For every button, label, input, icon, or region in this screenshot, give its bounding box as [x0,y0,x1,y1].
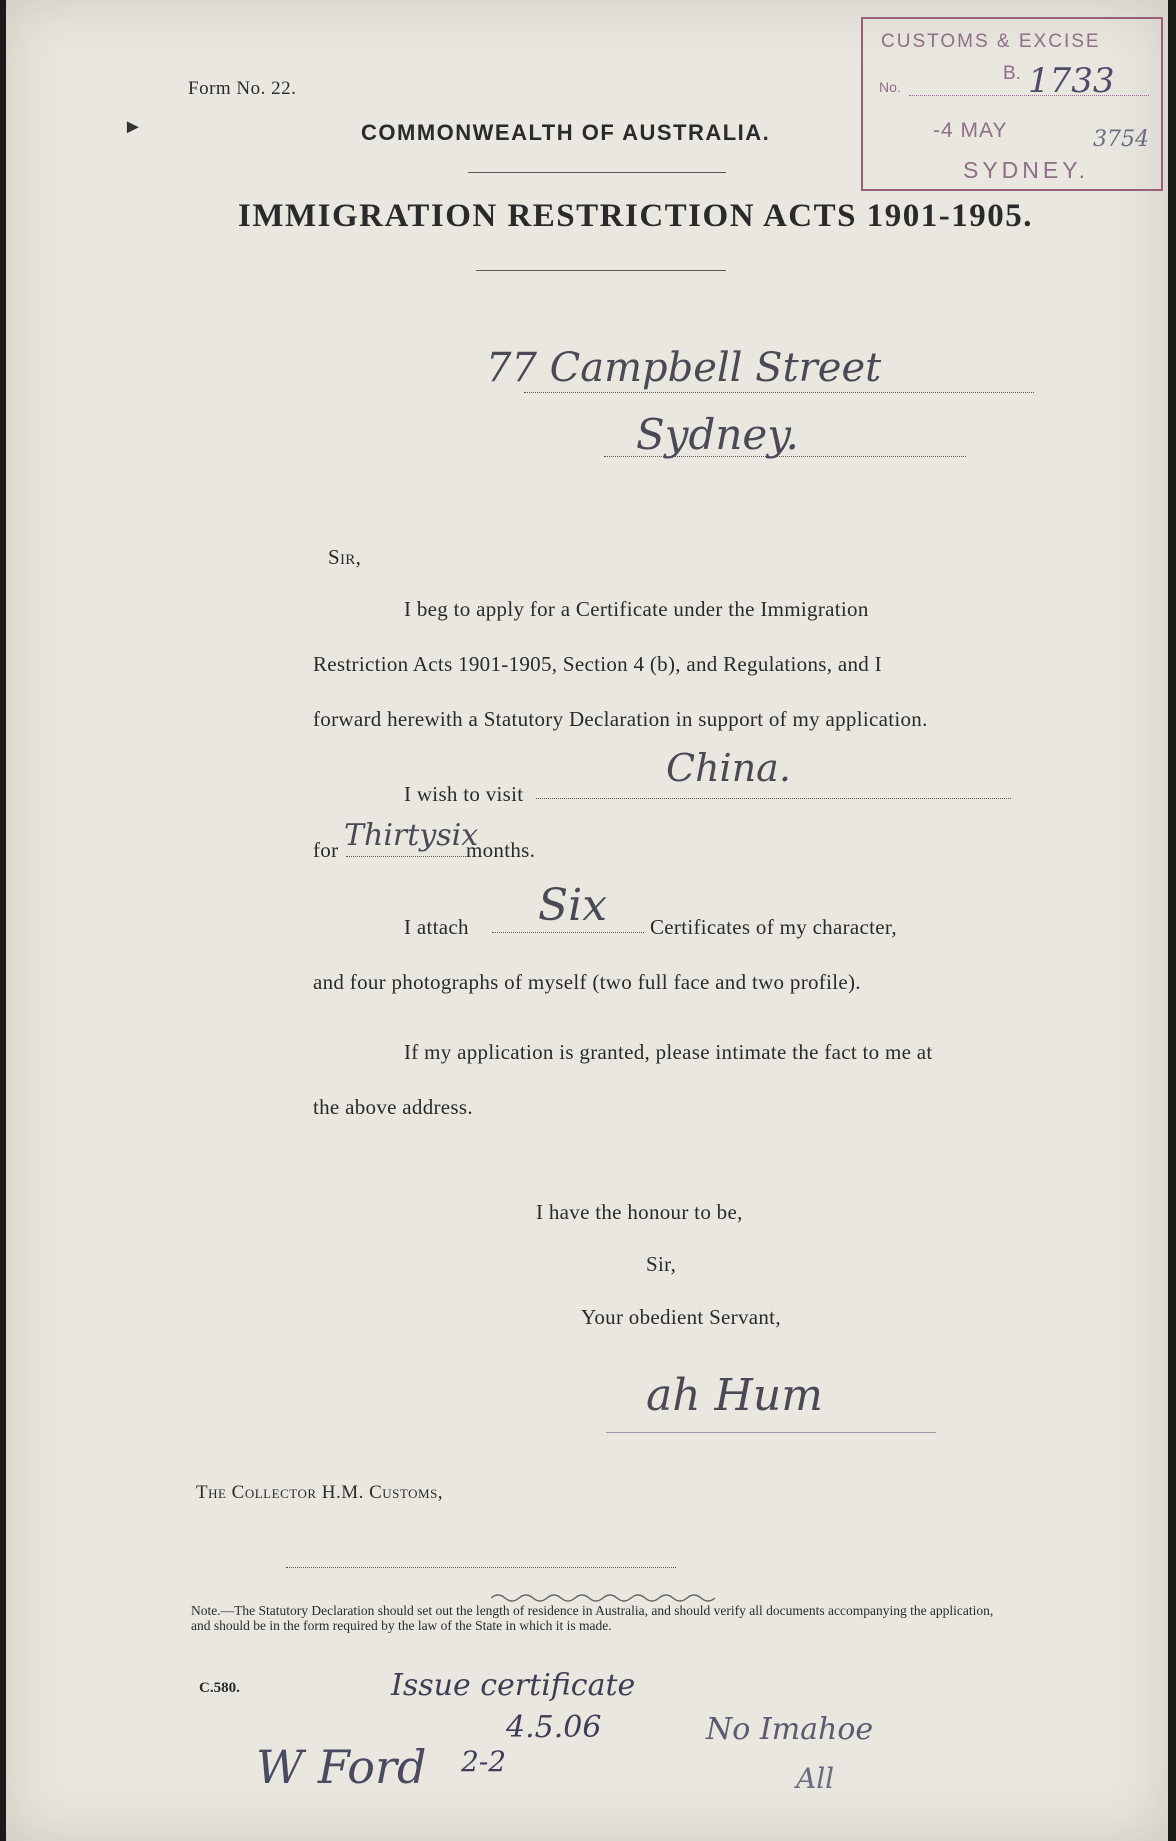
initials-mark: 2-2 [461,1745,507,1778]
divider [476,270,726,271]
granted-line: the above address. [313,1095,473,1119]
attach-label: I attach [404,915,469,939]
address-dotted-line [524,392,1034,393]
country-heading: COMMONWEALTH OF AUSTRALIA. [361,120,771,145]
duration-dotted-line [346,856,466,857]
closing-line: Your obedient Servant, [581,1305,781,1329]
stamp-date: -4 MAY [933,119,1008,142]
closing-line: I have the honour to be, [536,1200,743,1224]
granted-line: If my application is granted, please intimate the fact to me at [404,1040,933,1064]
initials-date: 4.5.06 [506,1710,602,1745]
addressee-dotted-line [286,1567,676,1568]
attach-count: Six [538,880,608,931]
issue-annotation: Issue certificate [391,1668,636,1703]
visit-label: I wish to visit [404,782,524,806]
certificates-label: Certificates of my character, [650,915,897,939]
closing-line: Sir, [646,1252,677,1276]
right-initials: All [796,1762,835,1795]
stamp-header: CUSTOMS & EXCISE [881,31,1101,52]
stamp-no-label: No. [879,79,901,95]
customs-stamp [861,17,1163,191]
paragraph-line: forward herewith a Statutory Declaration in support of my application. [313,707,928,731]
stamp-city: SYDNEY. [963,157,1090,183]
form-number: Form No. 22. [188,78,297,99]
divider [468,172,726,173]
stamp-number: 1733 [1028,61,1115,101]
visit-dotted-line [536,798,1011,799]
paragraph-line: Restriction Acts 1901-1905, Section 4 (b), and Regulations, and I [313,652,882,676]
duration-value: Thirtysix [344,818,479,853]
paragraph-line: I beg to apply for a Certificate under the Immigration [404,597,869,621]
document-page [6,0,1168,1841]
months-label: months. [466,838,536,862]
form-code: C.580. [199,1680,240,1696]
stamp-handwritten-number: 3754 [1093,127,1149,152]
signature-line [606,1432,936,1433]
address-line-2: Sydney. [636,410,799,459]
for-label: for [313,838,339,862]
address-dotted-line [604,456,966,457]
right-annotation: No Imahoe [706,1712,874,1747]
ink-mark: ► [123,116,143,138]
signoff-signature: W Ford [256,1740,427,1794]
footer-note: Note.—The Statutory Declaration should set out the length of residence in Australia, and should verify all documents accompanying the application, and should be in the form required by the law of the State in which it is made. [191,1603,994,1633]
address-line-1: 77 Campbell Street [486,345,882,391]
visit-destination: China. [666,746,791,790]
page-title: IMMIGRATION RESTRICTION ACTS 1901-1905. [238,198,1033,234]
addressee: The Collector H.M. Customs, [196,1482,444,1503]
signature: ah Hum [646,1370,823,1421]
attach-dotted-line [492,932,644,933]
salutation: Sir, [328,545,362,569]
stamp-letter: B. [1003,63,1021,84]
photos-line: and four photographs of myself (two full face and two profile). [313,970,861,994]
